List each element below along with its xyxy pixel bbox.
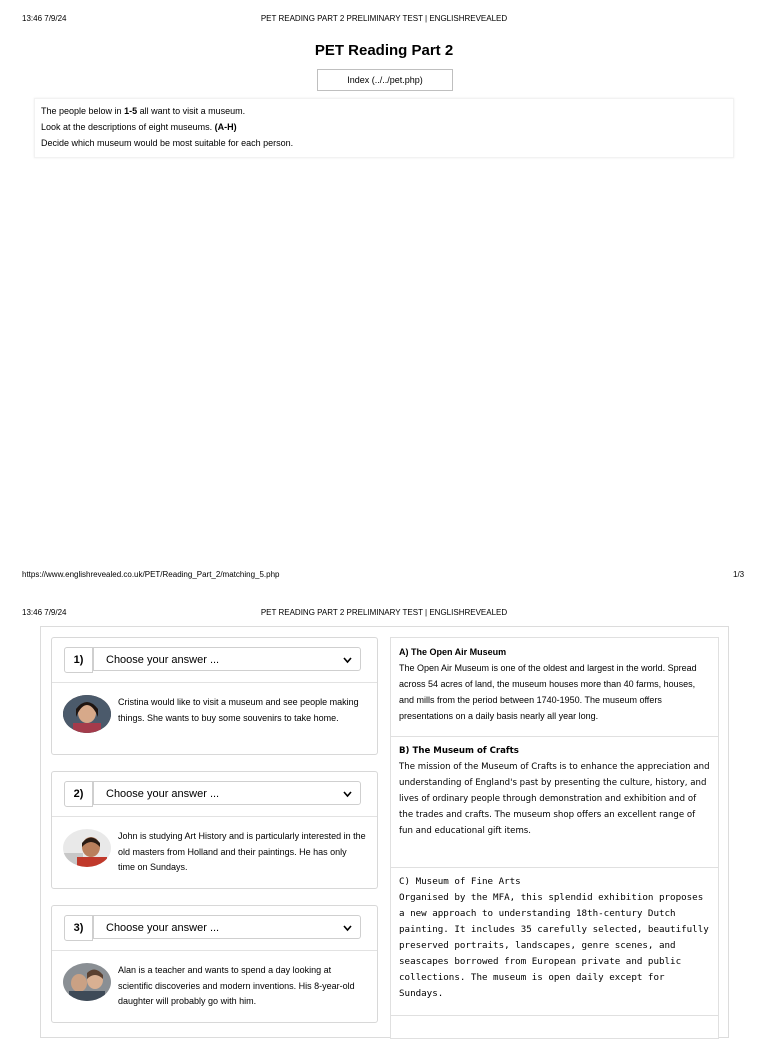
- print-header-title: PET READING PART 2 PRELIMINARY TEST | ENGLISHREVEALED: [260, 608, 508, 617]
- question-card: [51, 637, 378, 755]
- question-number: 2): [64, 781, 93, 807]
- instruction-line-1: The people below in 1-5 all want to visit a museum.: [41, 106, 246, 116]
- answer-select[interactable]: [93, 781, 361, 805]
- question-header: [52, 906, 377, 951]
- chevron-down-icon: [343, 916, 352, 950]
- index-link-button[interactable]: Index (../../pet.php): [317, 69, 453, 91]
- avatar: [63, 695, 111, 733]
- print-footer-page: 1/3: [733, 570, 745, 579]
- chevron-down-icon: [343, 782, 352, 816]
- avatar: [63, 963, 111, 1001]
- question-header: [52, 772, 377, 817]
- question-number: 1): [64, 647, 93, 673]
- print-header-date: 13:46 7/9/24: [22, 608, 67, 617]
- question-card: [51, 905, 378, 1023]
- museum-description: Organised by the MFA, this splendid exhibition proposes a new approach to understanding 18th-century Dutch painting. It includes 35 carefully selected, beautifully preserved portraits, landscapes, genre scenes, and seascapes borrowed from European private and public collections. The museum is open daily except for Sundays.: [399, 892, 709, 999]
- question-text: John is studying Art History and is particularly interested in the old masters from Holland and their paintings. He has only time on Sundays.: [118, 831, 366, 872]
- avatar: [63, 829, 111, 867]
- instruction-line-2: Look at the descriptions of eight museums. (A-H): [41, 122, 237, 132]
- answer-select[interactable]: [93, 647, 361, 671]
- print-header-date: 13:46 7/9/24: [22, 14, 67, 23]
- museum-item: [391, 644, 718, 737]
- print-header-title: PET READING PART 2 PRELIMINARY TEST | ENGLISHREVEALED: [260, 14, 508, 23]
- answer-select-value: Choose your answer ...: [106, 788, 220, 800]
- page-title: PET Reading Part 2: [314, 42, 454, 59]
- print-footer-url: https://www.englishrevealed.co.uk/PET/Reading_Part_2/matching_5.php: [22, 570, 280, 579]
- answer-select[interactable]: [93, 915, 361, 939]
- museum-item: [391, 874, 718, 1016]
- museum-title: A) The Open Air Museum: [399, 647, 507, 657]
- museum-description: The mission of the Museum of Crafts is to enhance the appreciation and understanding of England's past by presenting the culture, history, and lives of ordinary people through demonstration and exhibition and of the trades and crafts. The museum shop offers an excellent range of fun and educational gift items.: [399, 762, 710, 836]
- museum-item: [391, 743, 718, 868]
- question-text: Cristina would like to visit a museum and see people making things. She wants to buy some souvenirs to take home.: [118, 697, 359, 723]
- question-card: [51, 771, 378, 889]
- instructions-panel: [34, 98, 734, 158]
- question-header: [52, 638, 377, 683]
- museum-description: The Open Air Museum is one of the oldest and largest in the world. Spread across 54 acres of land, the museum houses more than 40 farms, houses, and mills from the period between 1740-1950. The museum offers presentations on a daily basis nearly all year long.: [399, 663, 697, 721]
- chevron-down-icon: [343, 648, 352, 682]
- museum-title: B) The Museum of Crafts: [399, 746, 519, 756]
- question-number: 3): [64, 915, 93, 941]
- answer-select-value: Choose your answer ...: [106, 654, 220, 666]
- museum-list: [390, 637, 719, 1039]
- answer-select-value: Choose your answer ...: [106, 922, 220, 934]
- instruction-line-3: Decide which museum would be most suitable for each person.: [41, 138, 294, 148]
- question-text: Alan is a teacher and wants to spend a day looking at scientific discoveries and modern inventions. His 8-year-old daughter will probably go with him.: [118, 965, 355, 1006]
- museum-title: C) Museum of Fine Arts: [399, 876, 521, 887]
